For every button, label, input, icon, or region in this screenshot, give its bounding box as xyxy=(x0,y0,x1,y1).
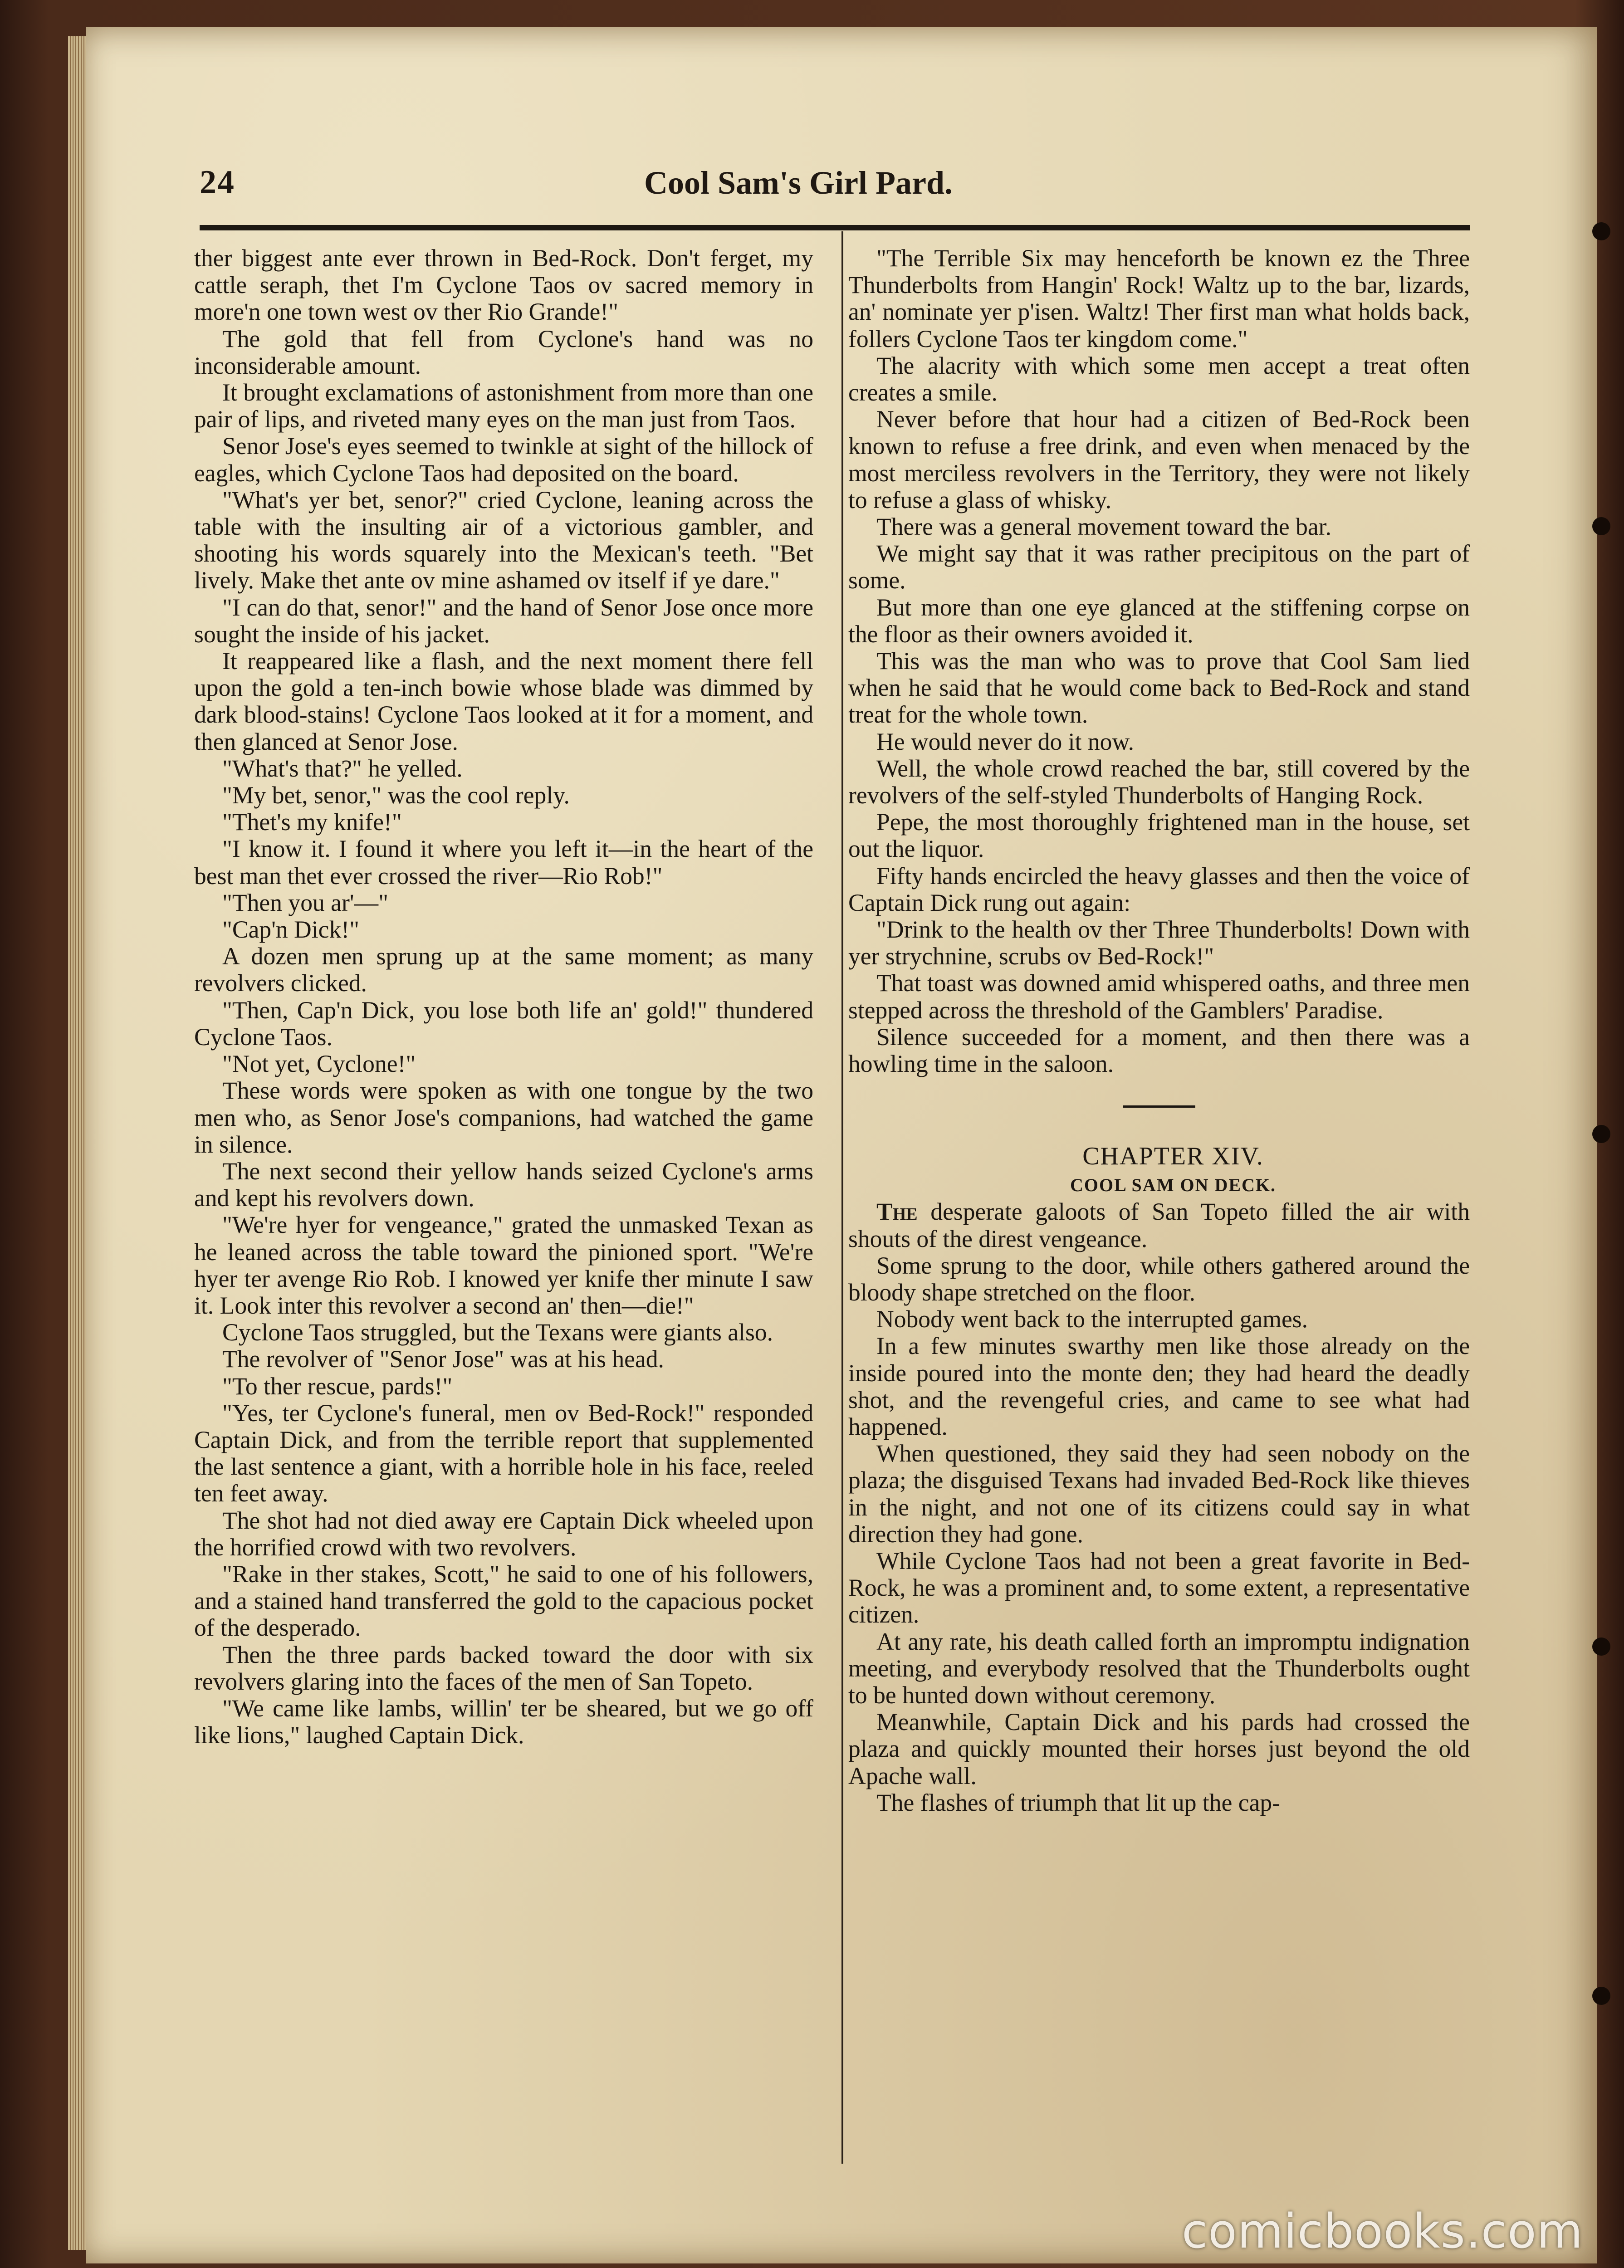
header-rule xyxy=(200,225,1470,230)
left-column xyxy=(194,245,813,1749)
paragraph: "Then, Cap'n Dick, you lose both life an' gold!" thundered Cyclone Taos. xyxy=(194,996,813,1051)
paragraph: Senor Jose's eyes seemed to twinkle at sight of the hillock of eagles, which Cyclone Taos had deposited on the board. xyxy=(194,432,813,487)
paragraph: The shot had not died away ere Captain Dick wheeled upon the horrified crowd with two revolvers. xyxy=(194,1506,813,1561)
paragraph: These words were spoken as with one tongue by the two men who, as Senor Jose's companions, had watched the game in silence. xyxy=(194,1077,813,1158)
paragraph: "To ther rescue, pards!" xyxy=(222,1372,453,1400)
paragraph: Well, the whole crowd reached the bar, still covered by the revolvers of the self-styled Thunderbolts of Hanging Rock. xyxy=(848,754,1470,809)
paragraph: "Yes, ter Cyclone's funeral, men ov Bed-Rock!" responded Captain Dick, and from the terrible report that supplemented the last sentence a giant, with a horrible hole in his face, reeled ten feet away. xyxy=(194,1399,813,1507)
paragraph: Meanwhile, Captain Dick and his pards had crossed the plaza and quickly mounted their horses just beyond the old Apache wall. xyxy=(848,1708,1470,1789)
paragraph: "Drink to the health ov ther Three Thunderbolts! Down with yer strychnine, scrubs ov Bed-Rock!" xyxy=(848,916,1470,970)
paragraph: Pepe, the most thoroughly frightened man in the house, set out the liquor. xyxy=(848,808,1470,863)
opening-text: desperate galoots of San Topeto filled the air with shouts of the direst vengeance. xyxy=(848,1198,1470,1252)
page-header xyxy=(200,159,1515,213)
paragraph: He would never do it now. xyxy=(876,728,1135,755)
paragraph: "Thet's my knife!" xyxy=(222,808,402,836)
chapter-opening-paragraph xyxy=(848,1198,1470,1252)
paragraph: The flashes of triumph that lit up the cap- xyxy=(876,1789,1281,1816)
opening-word: The xyxy=(876,1198,918,1226)
right-column xyxy=(848,245,1470,1816)
paragraph: Fifty hands encircled the heavy glasses and then the voice of Captain Dick rung out again: xyxy=(848,862,1470,916)
paragraph: That toast was downed amid whispered oaths, and three men stepped across the threshold of the Gamblers' Paradise. xyxy=(848,969,1470,1024)
paragraph: We might say that it was rather precipitous on the part of some. xyxy=(848,540,1470,594)
paragraph: "The Terrible Six may henceforth be known ez the Three Thunderbolts from Hangin' Rock! Waltz up to the bar, lizards, an' nominate yer p'isen. Waltz! Ther first man what holds back, follers Cyclone Taos ter kingdom come." xyxy=(848,244,1470,352)
paragraph: Silence succeeded for a moment, and then there was a howling time in the saloon. xyxy=(848,1023,1470,1078)
paragraph: "What's yer bet, senor?" cried Cyclone, leaning across the table with the insulting air of a victorious gambler, and shooting his words squarely into the Mexican's teeth. "Bet lively. Make thet ante ov mine ashamed ov itself if ye dare." xyxy=(194,486,813,594)
paragraph: But more than one eye glanced at the stiffening corpse on the floor as their owners avoided it. xyxy=(848,593,1470,648)
paragraph: The gold that fell from Cyclone's hand was no inconsiderable amount. xyxy=(194,325,813,379)
section-divider xyxy=(1123,1105,1195,1108)
paragraph: "I can do that, senor!" and the hand of Senor Jose once more sought the inside of his jacket. xyxy=(194,593,813,648)
paragraph: A dozen men sprung up at the same moment; as many revolvers clicked. xyxy=(194,943,813,997)
binding-hole xyxy=(1592,517,1610,535)
paragraph: Cyclone Taos struggled, but the Texans were giants also. xyxy=(222,1319,773,1346)
paragraph: In a few minutes swarthy men like those already on the inside poured into the monte den; they had heard the deadly shot, and the revengeful cries, and came to see what had happened. xyxy=(848,1332,1470,1440)
paragraph: While Cyclone Taos had not been a great favorite in Bed-Rock, he was a prominent and, to some extent, a representative citizen. xyxy=(848,1547,1470,1628)
binding-hole xyxy=(1592,222,1610,240)
chapter-subtitle: COOL SAM ON DECK. xyxy=(1070,1175,1277,1196)
paragraph: The next second their yellow hands seized Cyclone's arms and kept his revolvers down. xyxy=(194,1157,813,1212)
paragraph: "We came like lambs, willin' ter be sheared, but we go off like lions," laughed Captain Dick. xyxy=(194,1694,813,1749)
paragraph: It brought exclamations of astonishment from more than one pair of lips, and riveted many eyes on the man just from Taos. xyxy=(194,379,813,433)
stacked-page-edges xyxy=(68,36,86,2250)
paragraph: It reappeared like a flash, and the next moment there fell upon the gold a ten-inch bowie whose blade was dimmed by dark blood-stains! Cyclone Taos looked at it for a moment, and then glanced at Senor Jose. xyxy=(194,647,813,755)
paragraph: The alacrity with which some men accept a treat often creates a smile. xyxy=(848,352,1470,406)
paragraph: Nobody went back to the interrupted games. xyxy=(876,1305,1308,1333)
page-number: 24 xyxy=(200,164,235,201)
paragraph: At any rate, his death called forth an impromptu indignation meeting, and everybody resolved that the Thunderbolts ought to be hunted down without ceremony. xyxy=(848,1628,1470,1709)
binding-hole xyxy=(1592,1125,1610,1143)
binding-hole xyxy=(1592,1987,1610,2005)
paragraph: "We're hyer for vengeance," grated the unmasked Texan as he leaned across the table toward the pinioned sport. "We're hyer ter avenge Rio Rob. I knowed yer knife ther minute I saw it. Look inter this revolver a second an' then—die!" xyxy=(194,1211,813,1319)
paragraph: "I know it. I found it where you left it—in the heart of the best man thet ever crossed the river—Rio Rob!" xyxy=(194,835,813,890)
paragraph: Never before that hour had a citizen of Bed-Rock been known to refuse a free drink, and even when menaced by the most merciless revolvers in the Territory, they were not likely to refuse a glass of whisky. xyxy=(848,406,1470,513)
running-title: Cool Sam's Girl Pard. xyxy=(644,165,953,201)
paragraph: "Rake in ther stakes, Scott," he said to one of his followers, and a stained hand transferred the gold to the capacious pocket of the desperado. xyxy=(194,1560,813,1642)
paragraph: ther biggest ante ever thrown in Bed-Rock. Don't ferget, my cattle seraph, thet I'm Cyclone Taos ov sacred memory in more'n one town west ov ther Rio Grande!" xyxy=(194,244,813,326)
column-divider xyxy=(841,231,843,2164)
paragraph: Then the three pards backed toward the door with six revolvers glaring into the faces of the men of San Topeto. xyxy=(194,1641,813,1695)
chapter-title: CHAPTER XIV. xyxy=(1082,1142,1264,1171)
paragraph: This was the man who was to prove that Cool Sam lied when he said that he would come back to Bed-Rock and stand treat for the whole town. xyxy=(848,647,1470,728)
paragraph: "Not yet, Cyclone!" xyxy=(222,1050,416,1078)
binding-hole xyxy=(1592,1637,1610,1656)
watermark: comicbooks.com xyxy=(1181,2204,1583,2259)
paragraph: There was a general movement toward the bar. xyxy=(876,513,1331,541)
paragraph: "My bet, senor," was the cool reply. xyxy=(222,782,570,809)
paragraph: The revolver of "Senor Jose" was at his head. xyxy=(222,1345,664,1373)
paragraph: "Cap'n Dick!" xyxy=(222,916,359,943)
paragraph: Some sprung to the door, while others gathered around the bloody shape stretched on the floor. xyxy=(848,1251,1470,1306)
paragraph: "Then you ar'—" xyxy=(222,889,388,916)
paragraph: "What's that?" he yelled. xyxy=(222,754,463,782)
paragraph: When questioned, they said they had seen nobody on the plaza; the disguised Texans had invaded Bed-Rock like thieves in the night, and not one of its citizens could say in what direction they had gone. xyxy=(848,1440,1470,1548)
